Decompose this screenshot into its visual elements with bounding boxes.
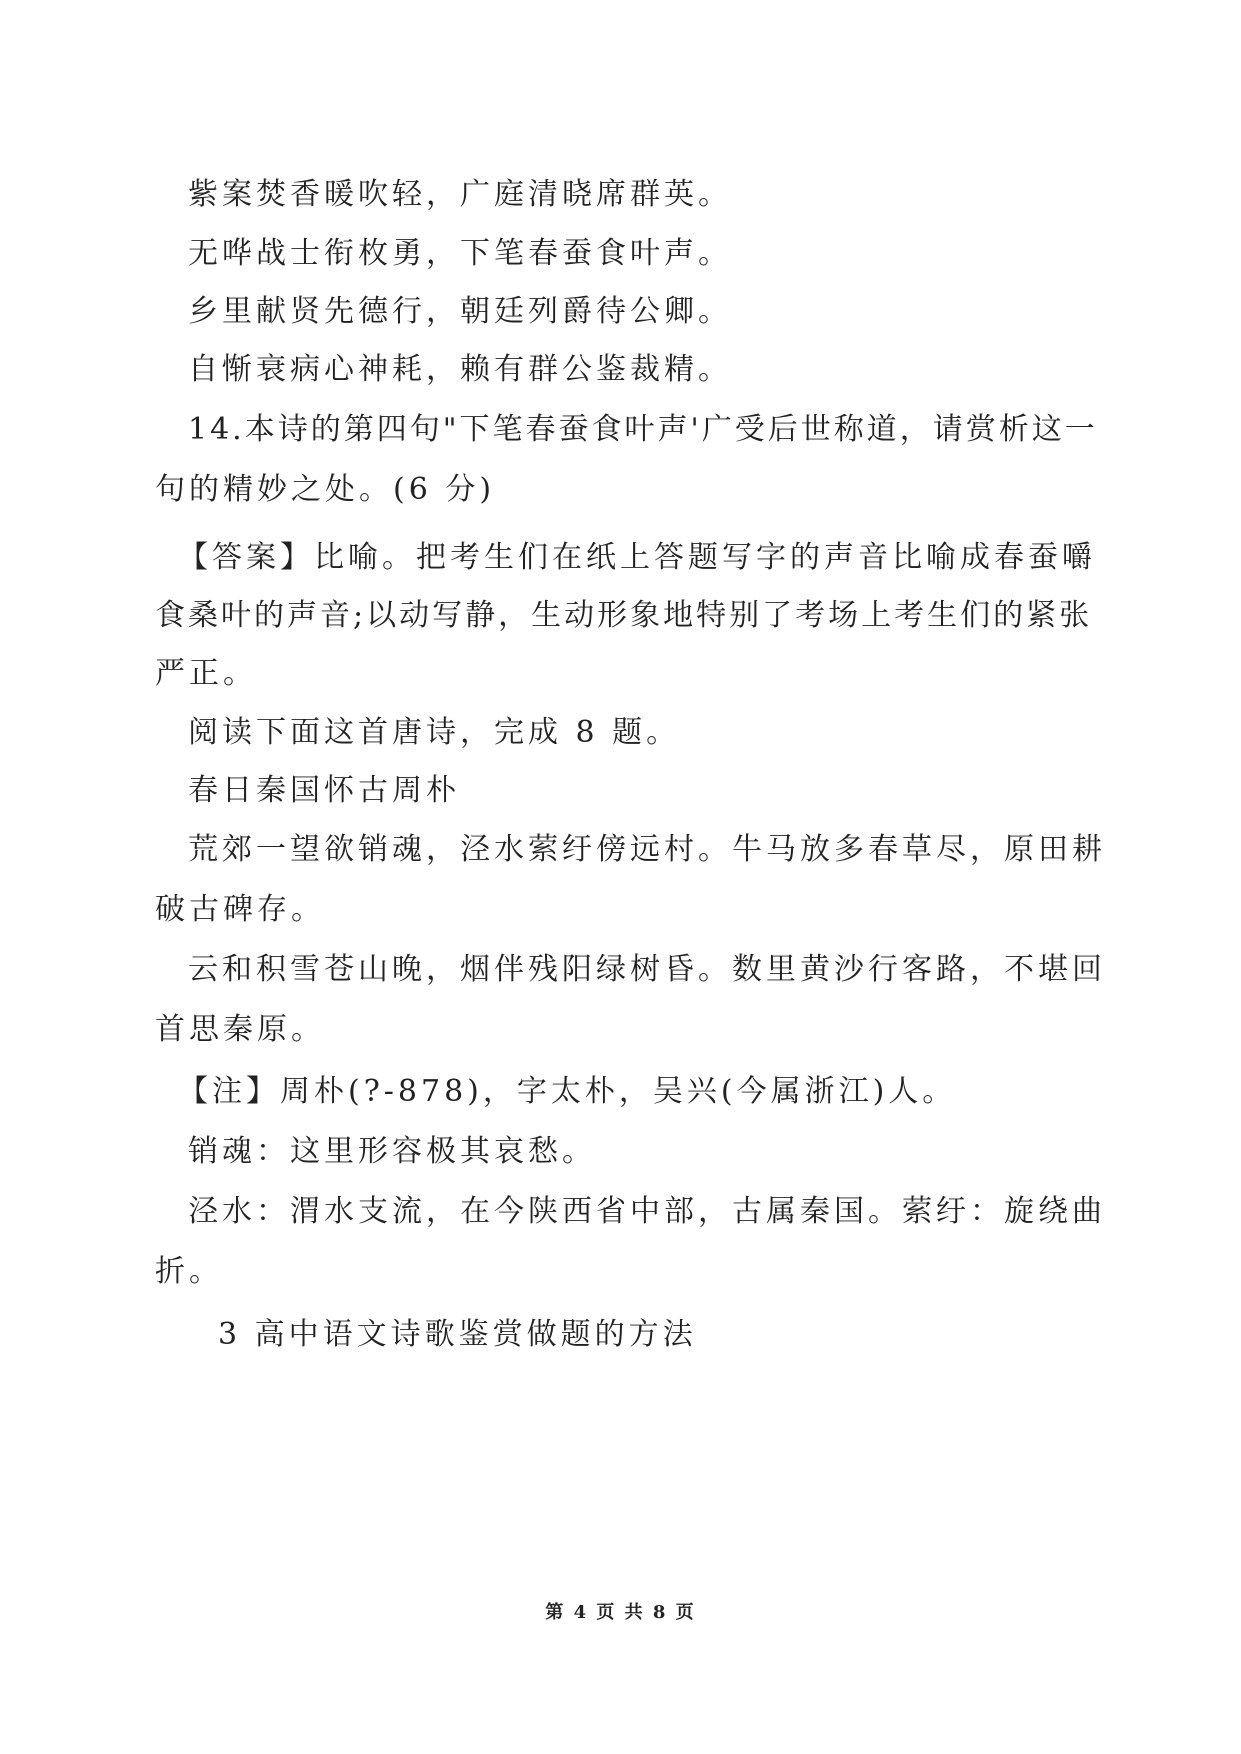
section-heading: 3 高中语文诗歌鉴赏做题的方法	[218, 1317, 697, 1352]
answer-line-1: 【答案】比喻。把考生们在纸上答题写字的声音比喻成春蚕嚼	[178, 540, 1096, 575]
poem-line-4: 自惭衰病心神耗，赖有群公鉴裁精。	[188, 352, 732, 387]
page-number-footer: 第 4 页 共 8 页	[545, 1602, 696, 1623]
poem-line-1: 紫案焚香暖吹轻，广庭清晓席群英。	[188, 177, 732, 212]
question-14-line-2: 句的精妙之处。(6 分)	[155, 472, 496, 507]
poem-line-3: 乡里献贤先德行，朝廷列爵待公卿。	[188, 294, 732, 329]
note-jingshui-line-1: 泾水：渭水支流，在今陕西省中部，古属秦国。萦纡：旋绕曲	[188, 1194, 1106, 1229]
poem2-line-1a: 荒郊一望欲销魂，泾水萦纡傍远村。牛马放多春草尽，原田耕	[188, 832, 1106, 867]
answer-line-2: 食桑叶的声音;以动写静，生动形象地特别了考场上考生们的紧张	[155, 598, 1093, 633]
poem2-line-1b: 破古碑存。	[155, 892, 325, 927]
note-author: 【注】周朴(?-878)，字太朴，吴兴(今属浙江)人。	[178, 1074, 957, 1109]
note-jingshui-line-2: 折。	[155, 1254, 223, 1289]
answer-line-3: 严正。	[155, 656, 257, 691]
poem2-line-2b: 首思秦原。	[155, 1012, 325, 1047]
poem-title: 春日秦国怀古周朴	[188, 773, 460, 808]
reading-instruction: 阅读下面这首唐诗，完成 8 题。	[188, 715, 681, 750]
poem2-line-2a: 云和积雪苍山晚，烟伴残阳绿树昏。数里黄沙行客路，不堪回	[188, 952, 1106, 987]
question-14-line-1: 14.本诗的第四句"下笔春蚕食叶声'广受后世称道，请赏析这一	[188, 412, 1098, 447]
poem-line-2: 无哗战士衔枚勇，下笔春蚕食叶声。	[188, 236, 732, 271]
note-xiaohun: 销魂：这里形容极其哀愁。	[188, 1134, 596, 1169]
